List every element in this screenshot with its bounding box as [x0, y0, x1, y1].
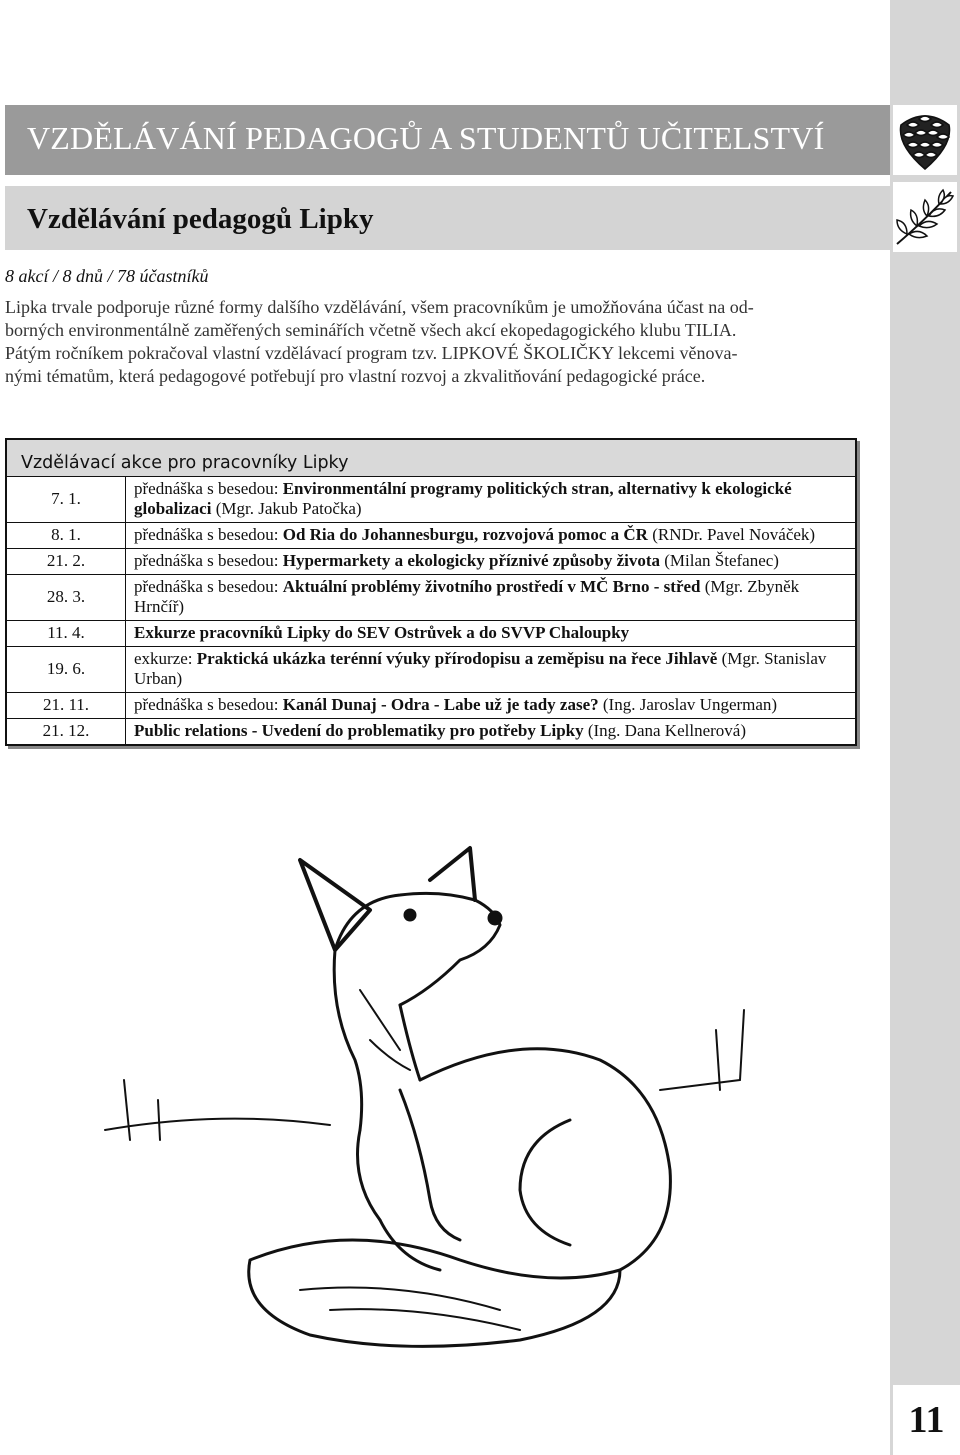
event-statistics: 8 akcí / 8 dnů / 78 účastníků [5, 266, 209, 286]
events-table [5, 438, 857, 746]
event-date: 11. 4. [7, 621, 126, 647]
paragraph-line: Lipka trvale podporuje různé formy dalšího vzdělávání, všem pracovníkům je umožňována účast na od- [5, 297, 754, 317]
table-row [7, 693, 855, 719]
event-description [126, 549, 856, 575]
event-type: přednáška s besedou: [134, 525, 283, 544]
event-date: 8. 1. [7, 523, 126, 549]
table-row [7, 549, 855, 575]
event-title: Praktická ukázka terénní výuky přírodopisu a zeměpisu na řece Jihlavě [196, 649, 718, 668]
event-date: 28. 3. [7, 575, 126, 621]
paragraph-line: nými tématům, která pedagogové potřebují pro vlastní rozvoj a zkvalitňování pedagogické práce. [5, 366, 706, 386]
table-row [7, 477, 855, 523]
event-description [126, 621, 856, 647]
event-type: přednáška s besedou: [134, 551, 283, 570]
event-lecturer: (Ing. Jaroslav Ungerman) [598, 695, 778, 714]
event-date: 7. 1. [7, 477, 126, 523]
table-row [7, 523, 855, 549]
event-type: přednáška s besedou: [134, 479, 283, 498]
event-title: Environmentální programy politických stran, alternativy k ekologické globalizaci [134, 479, 792, 518]
event-description [126, 477, 856, 523]
event-lecturer: (Mgr. Stanislav Urban) [134, 649, 827, 688]
event-date: 21. 2. [7, 549, 126, 575]
event-type: exkurze: [134, 649, 197, 668]
table-title: Vzdělávací akce pro pracovníky Lipky [7, 440, 855, 477]
table-row [7, 621, 855, 647]
event-lecturer: (Mgr. Zbyněk Hrnčíř) [134, 577, 800, 616]
intro-paragraph [5, 296, 853, 388]
fox-illustration [100, 840, 760, 1370]
leaf-branch-icon [893, 182, 957, 252]
subsection-title: Vzdělávání pedagogů Lipky [27, 203, 374, 235]
table-row [7, 647, 855, 693]
event-title: Od Ria do Johannesburgu, rozvojová pomoc a ČR [282, 525, 648, 544]
table-row [7, 719, 855, 745]
paragraph-line: borných environmentálně zaměřených seminářích včetně všech akcí ekopedagogického klubu TILIA. [5, 320, 737, 340]
event-date: 21. 11. [7, 693, 126, 719]
event-title: Public relations - Uvedení do problematiky pro potřeby Lipky [134, 721, 584, 740]
event-title: Kanál Dunaj - Odra - Labe už je tady zase? [282, 695, 599, 714]
event-lecturer: (RNDr. Pavel Nováček) [647, 525, 816, 544]
event-type: přednáška s besedou: [134, 577, 283, 596]
event-lecturer: (Ing. Dana Kellnerová) [583, 721, 746, 740]
event-description [126, 693, 856, 719]
event-description [126, 719, 856, 745]
pine-cone-icon [893, 105, 957, 175]
event-date: 21. 12. [7, 719, 126, 745]
event-lecturer: (Milan Štefanec) [660, 551, 779, 570]
paragraph-line: Pátým ročníkem pokračoval vlastní vzdělávací program tzv. LIPKOVÉ ŠKOLIČKY lekcemi věnova- [5, 343, 738, 363]
events-table-body [7, 477, 855, 744]
event-date: 19. 6. [7, 647, 126, 693]
event-title: Exkurze pracovníků Lipky do SEV Ostrůvek a do SVVP Chaloupky [134, 623, 630, 642]
event-description [126, 523, 856, 549]
event-type: přednáška s besedou: [134, 695, 283, 714]
event-title: Aktuální problémy životního prostředí v MČ Brno - střed [282, 577, 701, 596]
event-description [126, 647, 856, 693]
page-number: 11 [908, 1399, 945, 1441]
event-lecturer: (Mgr. Jakub Patočka) [211, 499, 362, 518]
section-title: VZDĚLÁVÁNÍ PEDAGOGŮ A STUDENTŮ UČITELSTVÍ [27, 120, 825, 156]
table-row [7, 575, 855, 621]
event-title: Hypermarkety a ekologicky příznivé způsoby života [282, 551, 660, 570]
event-description [126, 575, 856, 621]
